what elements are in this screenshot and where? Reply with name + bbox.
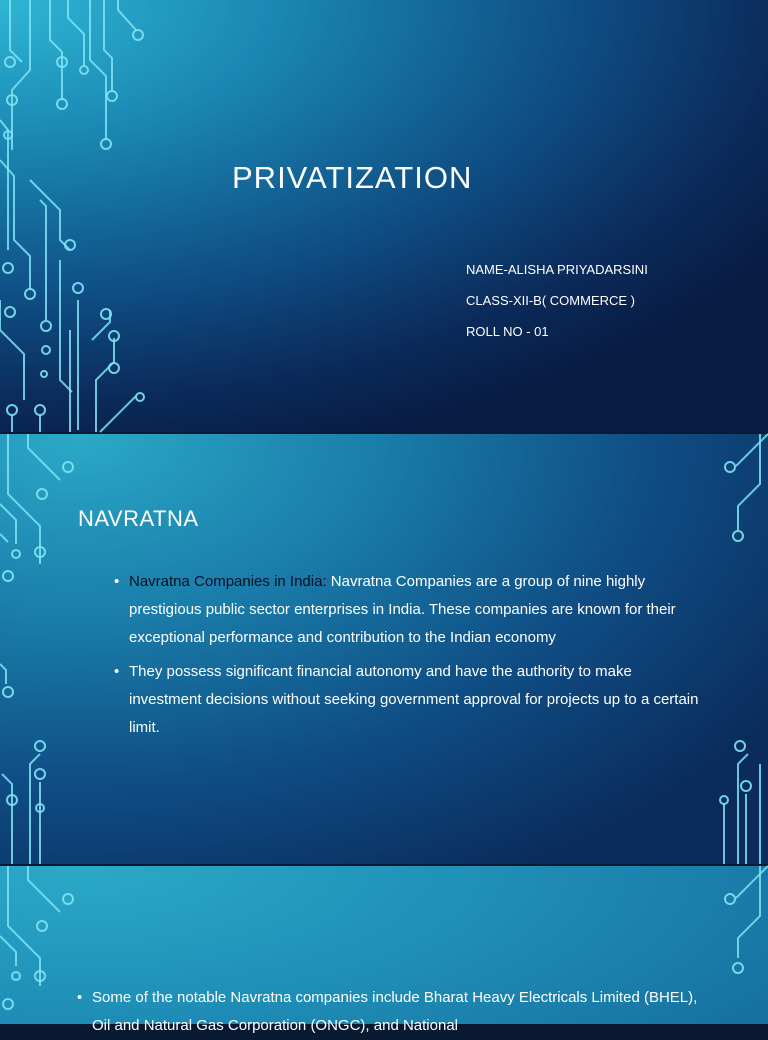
circuit-decoration-icon: [0, 0, 160, 432]
bullet-lead: Navratna Companies in India:: [129, 573, 327, 590]
circuit-right-decoration-icon: [708, 434, 768, 864]
title-slide: [0, 0, 768, 432]
slide-title: NAVRATNA: [78, 506, 199, 531]
navratna-examples-slide: [0, 866, 768, 1034]
bullet-text: Some of the notable Navratna companies include Bharat Heavy Electricals Limited (BHEL), Oil and Natural Gas Corporation (ONGC), and National: [92, 989, 698, 1034]
bullet-list: [112, 568, 702, 748]
presenter-roll: ROLL NO - 01: [466, 324, 549, 339]
list-item: [112, 568, 702, 652]
presenter-class: CLASS-XII-B( COMMERCE ): [466, 293, 636, 308]
list-item: [76, 984, 716, 1040]
presentation-title: PRIVATIZATION: [232, 160, 473, 195]
bullet-text: They possess significant financial autonomy and have the authority to make investment decisions without seeking government approval for projects up to a certain limit.: [129, 663, 699, 736]
list-item: [112, 658, 702, 742]
presenter-name: NAME-ALISHA PRIYADARSINI: [466, 262, 648, 277]
circuit-right-decoration-icon: [708, 866, 768, 1024]
bullet-text: Navratna Companies are a group of nine highly prestigious public sector enterprises in India. These companies are known for their exceptional performance and contribution to the Indian economy: [129, 573, 676, 646]
navratna-slide: [0, 434, 768, 864]
circuit-left-decoration-icon: [0, 434, 80, 864]
bullet-list: [76, 984, 716, 1040]
